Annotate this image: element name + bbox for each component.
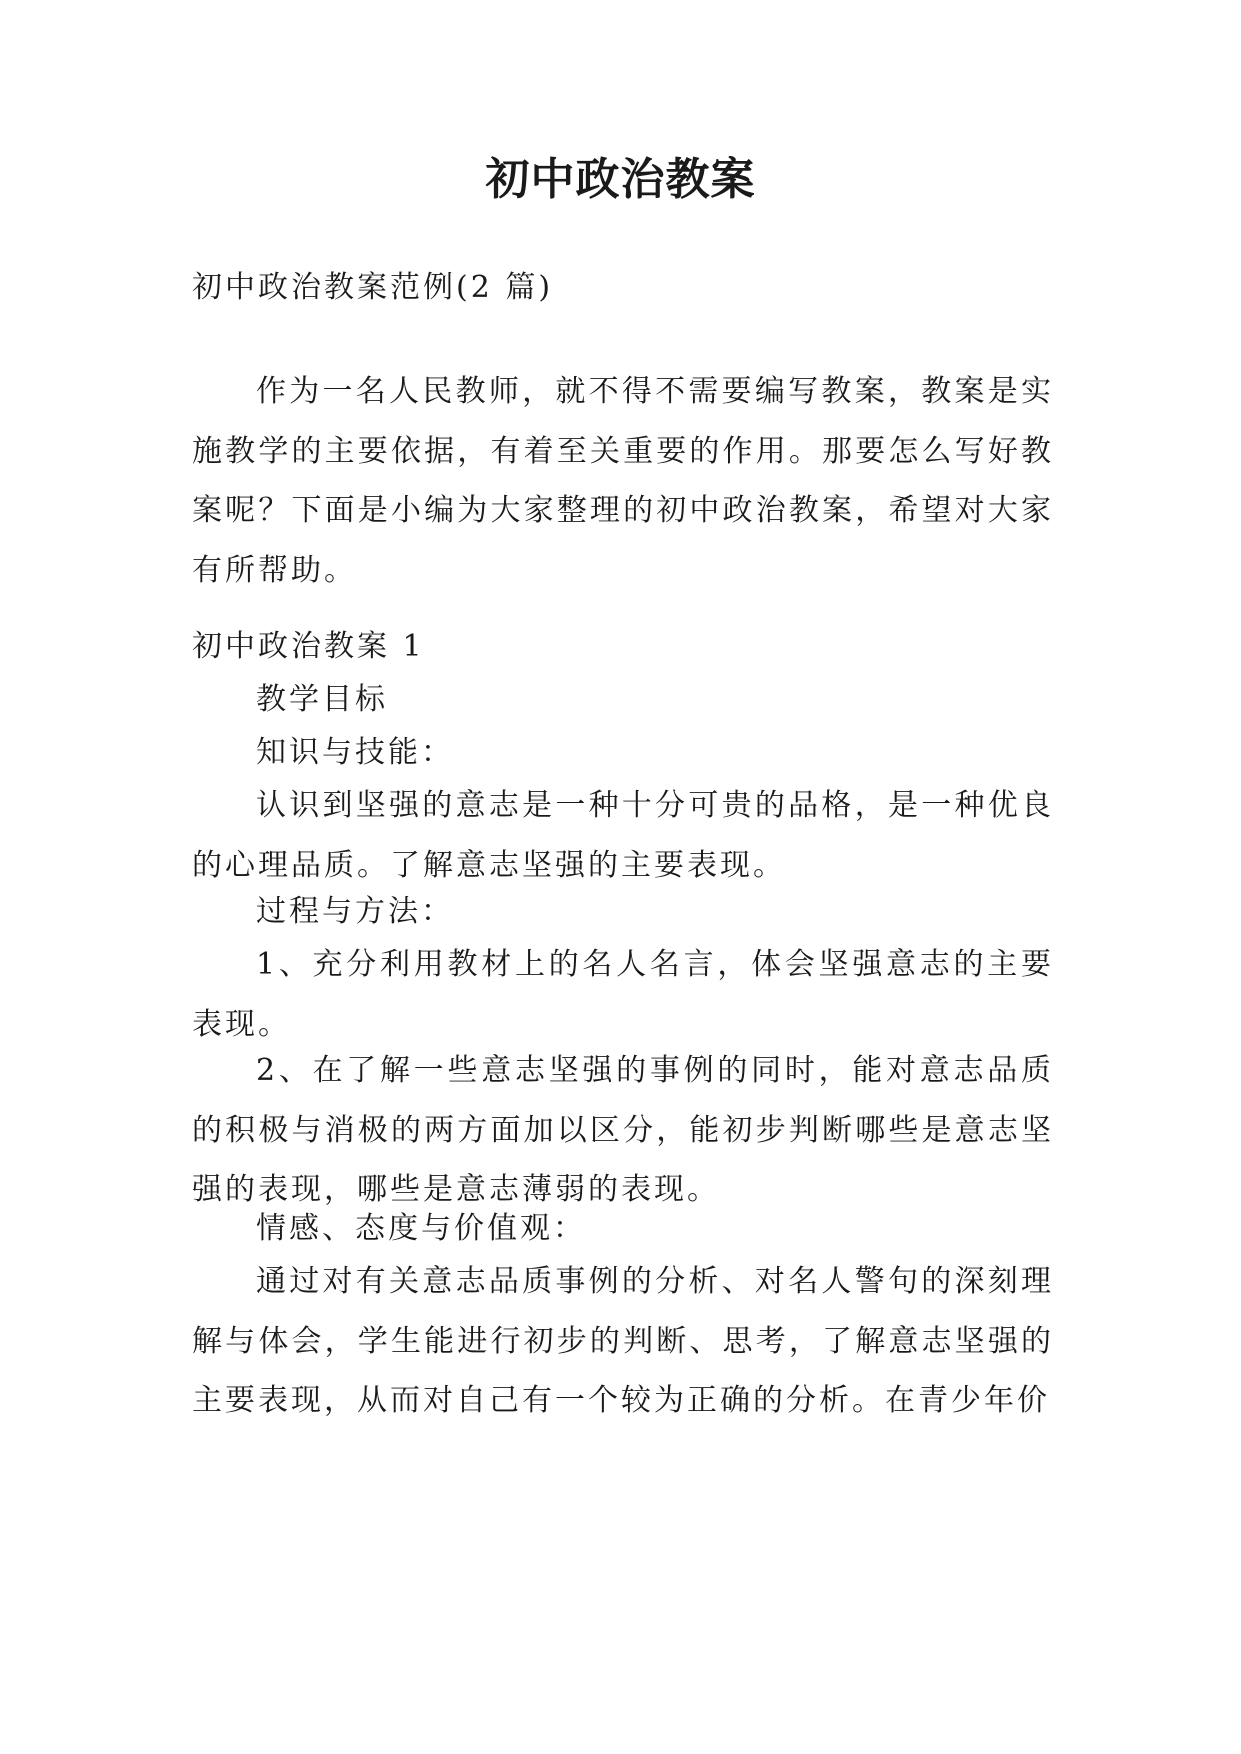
emotion-heading: 情感、态度与价值观： xyxy=(256,1211,586,1246)
knowledge-heading: 知识与技能： xyxy=(256,735,454,770)
emotion-paragraph: 通过对有关意志品质事例的分析、对名人警句的深刻理解与体会，学生能进行初步的判断、思考，了解意志坚强的主要表现，从而对自己有一个较为正确的分析。在青少年价 xyxy=(192,1264,1054,1418)
section-heading: 初中政治教案 1 xyxy=(192,629,425,664)
process-item-1: 1、充分利用教材上的名人名言，体会坚强意志的主要表现。 xyxy=(192,947,1054,1042)
intro-paragraph: 作为一名人民教师，就不得不需要编写教案，教案是实施教学的主要依据，有着至关重要的作用。那要怎么写好教案呢？下面是小编为大家整理的初中政治教案，希望对大家有所帮助。 xyxy=(192,374,1054,588)
process-item-2: 2、在了解一些意志坚强的事例的同时，能对意志品质的积极与消极的两方面加以区分，能初步判断哪些是意志坚强的表现，哪些是意志薄弱的表现。 xyxy=(192,1053,1054,1207)
document-subtitle: 初中政治教案范例(2 篇) xyxy=(192,270,554,305)
knowledge-paragraph: 认识到坚强的意志是一种十分可贵的品格，是一种优良的心理品质。了解意志坚强的主要表现。 xyxy=(192,788,1054,883)
process-heading: 过程与方法： xyxy=(256,894,454,929)
teaching-goals-heading: 教学目标 xyxy=(256,682,388,717)
document-title: 初中政治教案 xyxy=(485,154,756,205)
